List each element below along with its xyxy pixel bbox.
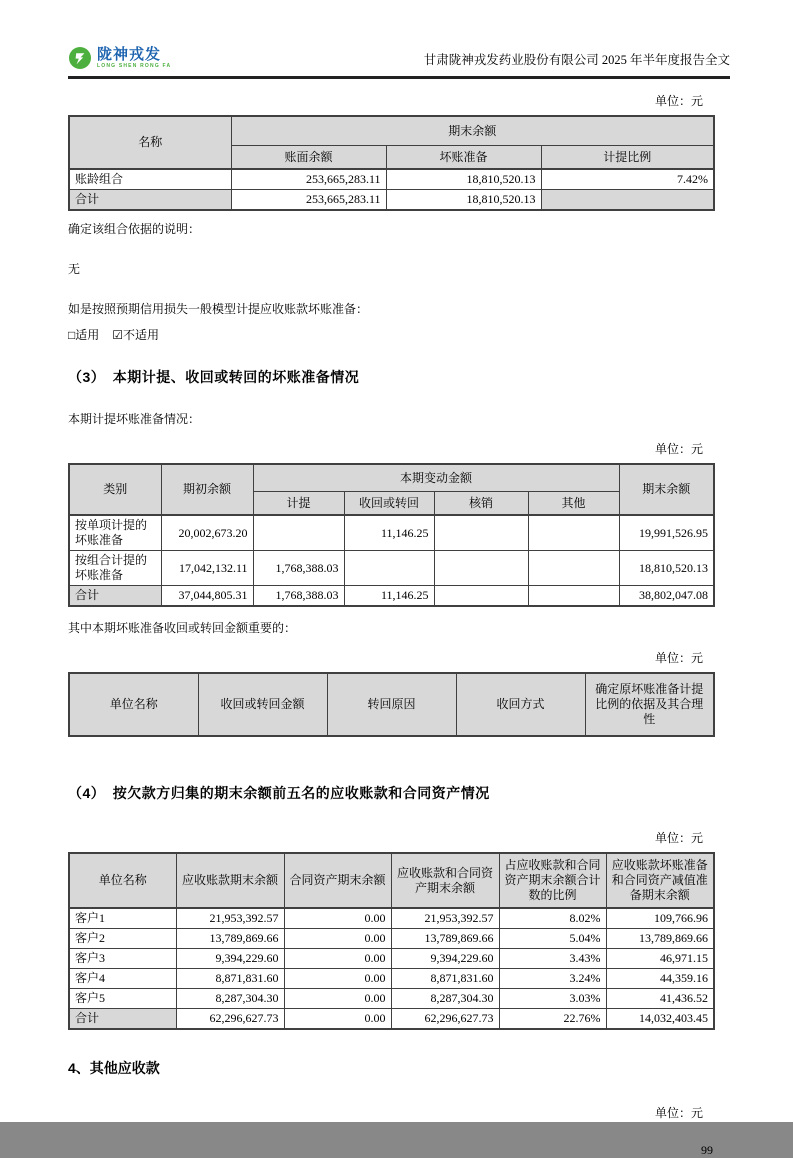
table-cell (344, 551, 434, 586)
table-cell: 21,953,392.57 (176, 908, 284, 929)
table-cell: 客户3 (69, 949, 176, 969)
table-header-cell: 名称 (69, 116, 231, 169)
table-cell: 客户1 (69, 908, 176, 929)
logo-icon (68, 46, 92, 70)
table-cell: 44,359.16 (606, 969, 714, 989)
table-cell (528, 515, 619, 551)
table-cell: 9,394,229.60 (391, 949, 499, 969)
table-row (69, 989, 714, 1009)
table-header-cell: 占应收账款和合同资产期末余额合计数的比例 (499, 853, 606, 908)
table-cell: 0.00 (284, 908, 391, 929)
section-3-intro: 本期计提坏账准备情况： (68, 412, 201, 426)
table-cell: 21,953,392.57 (391, 908, 499, 929)
table-header-cell: 期末余额 (619, 464, 714, 515)
table-cell: 8,871,831.60 (391, 969, 499, 989)
document-title: 甘肃陇神戎发药业股份有限公司 2025 年半年度报告全文 (423, 53, 730, 67)
table-cell: 38,802,047.08 (619, 586, 714, 607)
table-cell: 8,287,304.30 (176, 989, 284, 1009)
checkbox-line (68, 327, 730, 343)
table-total-row (69, 190, 714, 211)
table-header-cell: 核销 (434, 492, 528, 516)
basis-note-label: 确定该组合依据的说明： (68, 222, 201, 236)
page-header (68, 46, 730, 79)
table-cell: 合计 (69, 586, 161, 607)
table-cell: 客户4 (69, 969, 176, 989)
unit-label: 单位：元 (654, 651, 703, 665)
table-row (69, 969, 714, 989)
table-header-cell: 收回或转回金额 (198, 673, 327, 736)
table-row (69, 949, 714, 969)
table-header-cell: 本期变动金额 (253, 464, 619, 492)
table-header-cell: 应收账款和合同资产期末余额 (391, 853, 499, 908)
table-cell: 5.04% (499, 929, 606, 949)
table-header-cell: 单位名称 (69, 853, 176, 908)
table-cell: 11,146.25 (344, 586, 434, 607)
section-4-heading: （4） 按欠款方归集的期末余额前五名的应收账款和合同资产情况 (68, 785, 490, 801)
table-cell: 0.00 (284, 929, 391, 949)
table-cell: 9,394,229.60 (176, 949, 284, 969)
checkbox-checked: ☑不适用 (112, 328, 160, 342)
table-row (69, 515, 714, 551)
unit-label: 单位：元 (654, 1106, 703, 1120)
table-cell: 合计 (69, 1009, 176, 1030)
table-cell: 0.00 (284, 1009, 391, 1030)
table-header-cell: 单位名称 (69, 673, 198, 736)
aging-portfolio-table (68, 115, 715, 211)
table-cell: 13,789,869.66 (391, 929, 499, 949)
table-header-row (69, 116, 714, 146)
unit-label: 单位：元 (654, 831, 703, 845)
table-header-cell: 收回或转回 (344, 492, 434, 516)
table-header-cell: 期末余额 (231, 116, 714, 146)
table-cell: 109,766.96 (606, 908, 714, 929)
table-header-cell: 计提比例 (541, 146, 714, 170)
table-header-cell: 收回方式 (456, 673, 585, 736)
table-cell: 按组合计提的坏账准备 (69, 551, 161, 586)
table-row (69, 169, 714, 190)
table-header-cell: 应收账款坏账准备和合同资产减值准备期末余额 (606, 853, 714, 908)
table-cell: 0.00 (284, 949, 391, 969)
table-cell: 18,810,520.13 (386, 169, 541, 190)
basis-note-value: 无 (68, 262, 81, 276)
table-row (69, 929, 714, 949)
table-cell: 3.24% (499, 969, 606, 989)
table-cell (541, 190, 714, 211)
table-cell: 3.03% (499, 989, 606, 1009)
table-header-cell: 确定原坏账准备计提比例的依据及其合理性 (585, 673, 714, 736)
table-cell: 1,768,388.03 (253, 586, 344, 607)
table-cell (528, 586, 619, 607)
table-cell: 17,042,132.11 (161, 551, 253, 586)
table-total-row (69, 586, 714, 607)
page-number: 99 (701, 1143, 713, 1157)
table-header-cell: 期初余额 (161, 464, 253, 515)
table-cell: 0.00 (284, 989, 391, 1009)
table-cell (253, 515, 344, 551)
table-cell: 18,810,520.13 (386, 190, 541, 211)
table-cell: 37,044,805.31 (161, 586, 253, 607)
table-cell: 62,296,627.73 (391, 1009, 499, 1030)
table-row (69, 908, 714, 929)
table-header-cell: 合同资产期末余额 (284, 853, 391, 908)
table-header-row (69, 673, 714, 736)
unit-label: 单位：元 (654, 442, 703, 456)
table-cell: 19,991,526.95 (619, 515, 714, 551)
table-cell: 8,871,831.60 (176, 969, 284, 989)
unit-label: 单位：元 (654, 94, 703, 108)
table-cell: 1,768,388.03 (253, 551, 344, 586)
logo-text-block (97, 47, 171, 69)
table-cell: 62,296,627.73 (176, 1009, 284, 1030)
table-cell: 合计 (69, 190, 231, 211)
table-cell (434, 586, 528, 607)
table-cell: 0.00 (284, 969, 391, 989)
table-header-cell: 转回原因 (327, 673, 456, 736)
table-header-cell: 计提 (253, 492, 344, 516)
recovery-detail-table (68, 672, 715, 737)
brand-name-en: LONG SHEN RONG FA (97, 63, 172, 69)
table-cell: 13,789,869.66 (606, 929, 714, 949)
table-header-cell: 其他 (528, 492, 619, 516)
table-cell: 客户2 (69, 929, 176, 949)
table-cell: 客户5 (69, 989, 176, 1009)
table-cell: 46,971.15 (606, 949, 714, 969)
table-header-row (69, 853, 714, 908)
provision-change-table (68, 463, 715, 607)
table-cell: 11,146.25 (344, 515, 434, 551)
table-cell (434, 515, 528, 551)
table-cell: 253,665,283.11 (231, 169, 386, 190)
table-cell: 20,002,673.20 (161, 515, 253, 551)
company-logo (68, 46, 171, 70)
table-cell: 18,810,520.13 (619, 551, 714, 586)
top-five-receivables-table (68, 852, 715, 1030)
table-cell: 14,032,403.45 (606, 1009, 714, 1030)
table-header-row (69, 464, 714, 492)
table-header-cell: 坏账准备 (386, 146, 541, 170)
other-receivables-heading: 4、其他应收款 (68, 1060, 160, 1076)
table-cell: 账龄组合 (69, 169, 231, 190)
table-cell: 8,287,304.30 (391, 989, 499, 1009)
table-total-row (69, 1009, 714, 1030)
table-cell (528, 551, 619, 586)
table-cell: 22.76% (499, 1009, 606, 1030)
table-header-cell: 类别 (69, 464, 161, 515)
ecl-question: 如是按照预期信用损失一般模型计提应收账款坏账准备： (68, 302, 369, 316)
recovery-note: 其中本期坏账准备收回或转回金额重要的： (68, 621, 297, 635)
table-row (69, 551, 714, 586)
section-3-heading: （3） 本期计提、收回或转回的坏账准备情况 (68, 369, 360, 385)
table-cell: 3.43% (499, 949, 606, 969)
table-cell: 8.02% (499, 908, 606, 929)
checkbox-unchecked: □适用 (68, 328, 100, 342)
table-cell: 13,789,869.66 (176, 929, 284, 949)
table-cell: 7.42% (541, 169, 714, 190)
brand-name-cn: 陇神戎发 (97, 46, 162, 63)
table-cell (434, 551, 528, 586)
table-header-cell: 应收账款期末余额 (176, 853, 284, 908)
table-cell: 按单项计提的坏账准备 (69, 515, 161, 551)
table-cell: 253,665,283.11 (231, 190, 386, 211)
table-header-cell: 账面余额 (231, 146, 386, 170)
table-cell: 41,436.52 (606, 989, 714, 1009)
